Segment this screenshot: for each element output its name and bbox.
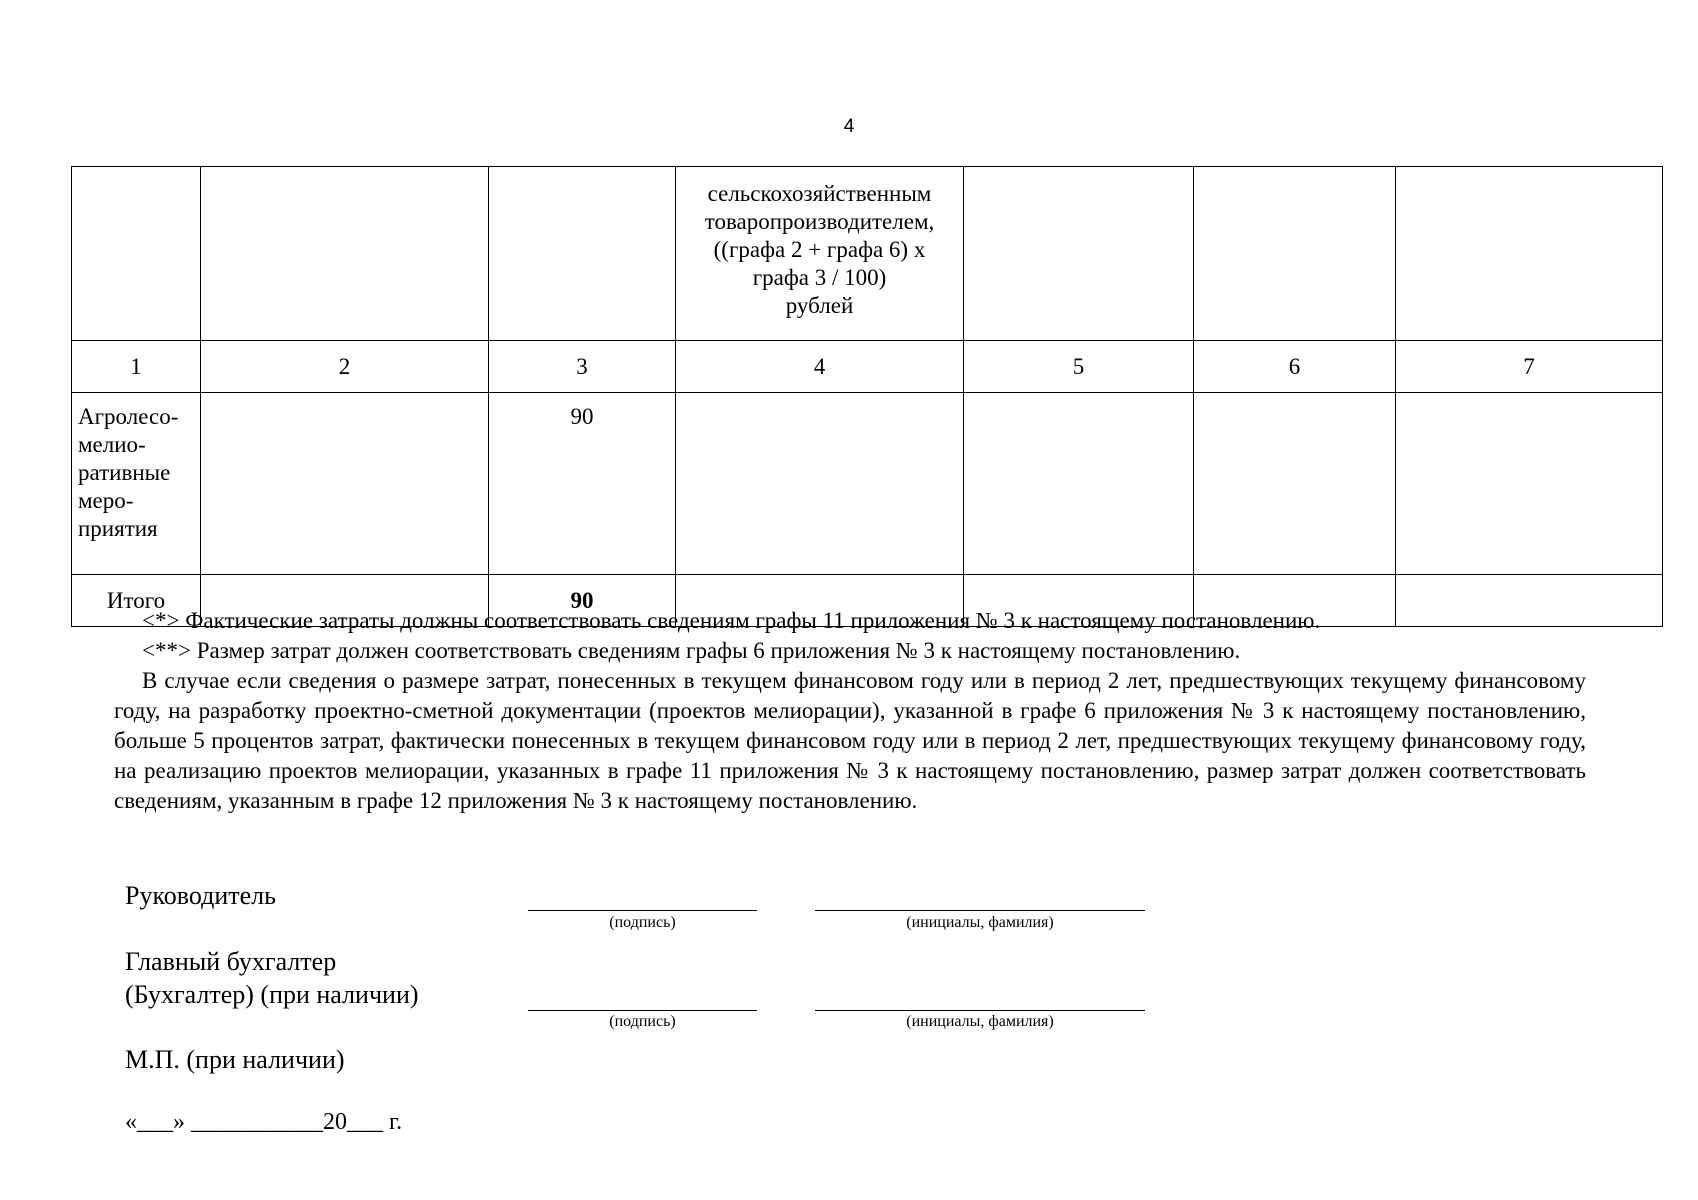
row-name-line: ративные <box>78 460 171 485</box>
stamp-label: М.П. (при наличии) <box>125 1045 345 1074</box>
row-name-line: приятия <box>78 516 158 541</box>
header-cell-4 <box>676 167 964 341</box>
notes-section <box>114 606 1586 816</box>
page-number: 4 <box>843 116 855 137</box>
total-value: 90 <box>489 575 676 627</box>
total-label: Итого <box>72 575 201 627</box>
date-line: «___» ___________20___ г. <box>125 1109 403 1135</box>
notes-paragraph: В случае если сведения о размере затрат, понесенных в текущем финансовом году или в период 2 лет, предшествующих текущему финансовому году, на разработку проектно-сметной документации (проектов мелиорации), указанной в графе 6 приложения № 3 к настоящему постановлению, больше 5 процентов затрат, фактически понесенных в текущем финансовом году или в период 2 лет, предшествующих текущему финансовому году, на реализацию проектов мелиорации, указанных в графе 11 приложения № 3 к настоящему постановлению, размер затрат должен соответствовать сведениям, указанным в графе 12 приложения № 3 к настоящему постановлению. <box>114 668 1586 813</box>
accountant-name-line <box>815 1010 1145 1011</box>
row-cell-3: 90 <box>489 393 676 575</box>
column-numbers-row <box>72 341 1663 393</box>
table-row <box>72 393 1663 575</box>
header-col4-line: сельскохозяйственным <box>707 181 932 206</box>
table-header-row <box>72 167 1663 341</box>
column-number: 5 <box>964 341 1194 393</box>
header-cell-3 <box>489 167 676 341</box>
accountant-name-caption: (инициалы, фамилия) <box>906 1013 1054 1030</box>
column-number: 2 <box>201 341 489 393</box>
header-col4-line: товаропроизводителем, <box>704 209 935 234</box>
head-signature-line <box>528 910 757 911</box>
header-cell-5 <box>964 167 1194 341</box>
column-number: 7 <box>1396 341 1663 393</box>
row-cell-2 <box>201 393 489 575</box>
head-name-line <box>815 910 1145 911</box>
column-number: 6 <box>1194 341 1396 393</box>
row-name-line: мелио- <box>78 432 146 457</box>
footnote-2: <**> Размер затрат должен соответствовать сведениям графы 6 приложения № 3 к настоящему постановлению. <box>142 638 1241 663</box>
row-name-cell <box>72 393 201 575</box>
footnote-1: <*> Фактические затраты должны соответствовать сведениям графы 11 приложения № 3 к настоящему постановлению. <box>142 608 1321 633</box>
header-col4-line: ((графа 2 + графа 6) х <box>713 237 926 262</box>
header-cell-7 <box>1396 167 1663 341</box>
column-number: 3 <box>489 341 676 393</box>
row-cell-5 <box>964 393 1194 575</box>
head-name-caption: (инициалы, фамилия) <box>906 914 1054 931</box>
form-table <box>71 166 1663 627</box>
accountant-label-line1: Главный бухгалтер <box>125 947 337 976</box>
header-col4-line: рублей <box>785 293 854 318</box>
accountant-signature-caption: (подпись) <box>609 1013 676 1030</box>
row-name-line: меро- <box>78 488 134 513</box>
accountant-label-line2: (Бухгалтер) (при наличии) <box>125 980 419 1009</box>
column-number: 1 <box>72 341 201 393</box>
header-cell-6 <box>1194 167 1396 341</box>
row-cell-4 <box>676 393 964 575</box>
header-cell-1 <box>72 167 201 341</box>
head-label: Руководитель <box>125 881 276 910</box>
header-col4-line: графа 3 / 100) <box>752 265 887 290</box>
header-cell-2 <box>201 167 489 341</box>
row-name-line: Агролесо- <box>78 404 179 429</box>
column-number: 4 <box>676 341 964 393</box>
head-signature-caption: (подпись) <box>609 914 676 931</box>
accountant-signature-line <box>528 1010 757 1011</box>
row-cell-6 <box>1194 393 1396 575</box>
row-cell-7 <box>1396 393 1663 575</box>
